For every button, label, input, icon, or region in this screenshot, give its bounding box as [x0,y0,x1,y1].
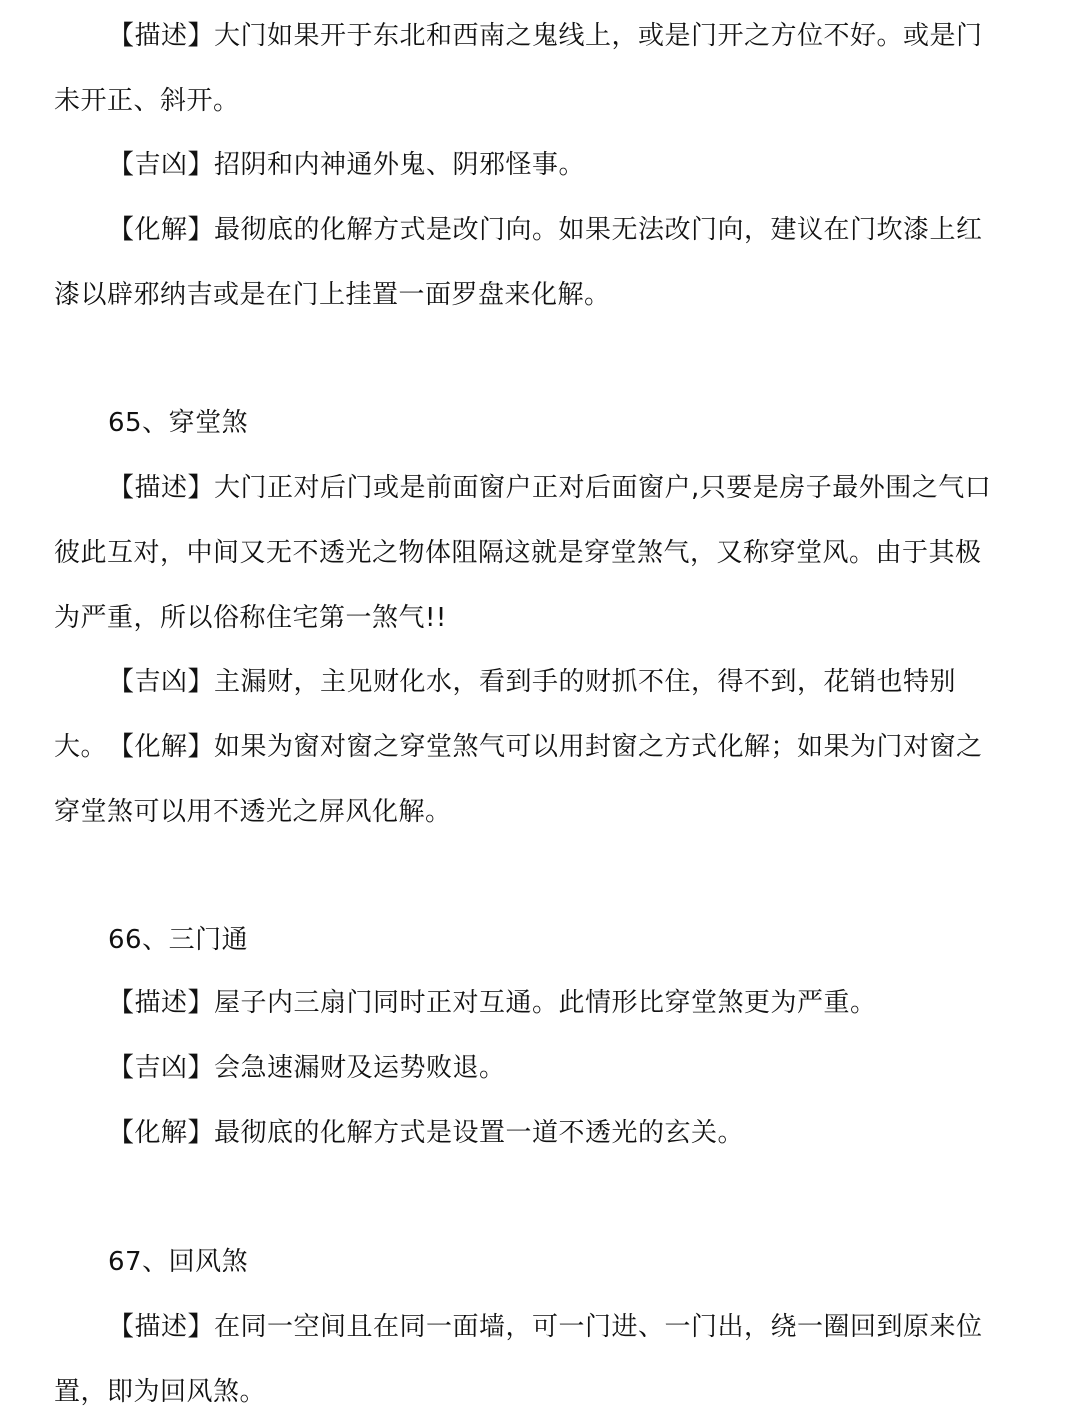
section-66-remedy: 【化解】最彻底的化解方式是设置一道不透光的玄关。 [108,1118,745,1148]
section-64-fortune: 【吉凶】招阴和内神通外鬼、阴邪怪事。 [108,150,586,180]
section-65-describe: 【描述】大门正对后门或是前面窗户正对后面窗户,只要是房子最外围之气口彼此互对，中间又无不透光之物体阻隔这就是穿堂煞气，又称穿堂风。由于其极为严重，所以俗称住宅第一煞气!! [54,473,992,633]
section-67-title: 67、回风煞 [108,1247,249,1277]
section-67-describe: 【描述】在同一空间且在同一面墙，可一门进、一门出，绕一圈回到原来位置，即为回风煞。 [54,1312,983,1407]
section-64-describe: 【描述】大门如果开于东北和西南之鬼线上，或是门开之方位不好。或是门未开正、斜开。 [54,21,983,116]
section-66-describe: 【描述】屋子内三扇门同时正对互通。此情形比穿堂煞更为严重。 [108,988,877,1018]
section-66-fortune: 【吉凶】会急速漏财及运势败退。 [108,1053,506,1083]
section-64-remedy: 【化解】最彻底的化解方式是改门向。如果无法改门向，建议在门坎漆上红漆以辟邪纳吉或是在门上挂置一面罗盘来化解。 [54,215,983,310]
section-66-title: 66、三门通 [108,925,249,955]
section-65-fortune: 【吉凶】主漏财，主见财化水，看到手的财抓不住，得不到，花销也特别大。 [54,667,957,762]
section-65-remedy: 【化解】如果为窗对窗之穿堂煞气可以用封窗之方式化解；如果为门对窗之穿堂煞可以用不透光之屏风化解。 [54,732,983,827]
section-65-title: 65、穿堂煞 [108,408,249,438]
